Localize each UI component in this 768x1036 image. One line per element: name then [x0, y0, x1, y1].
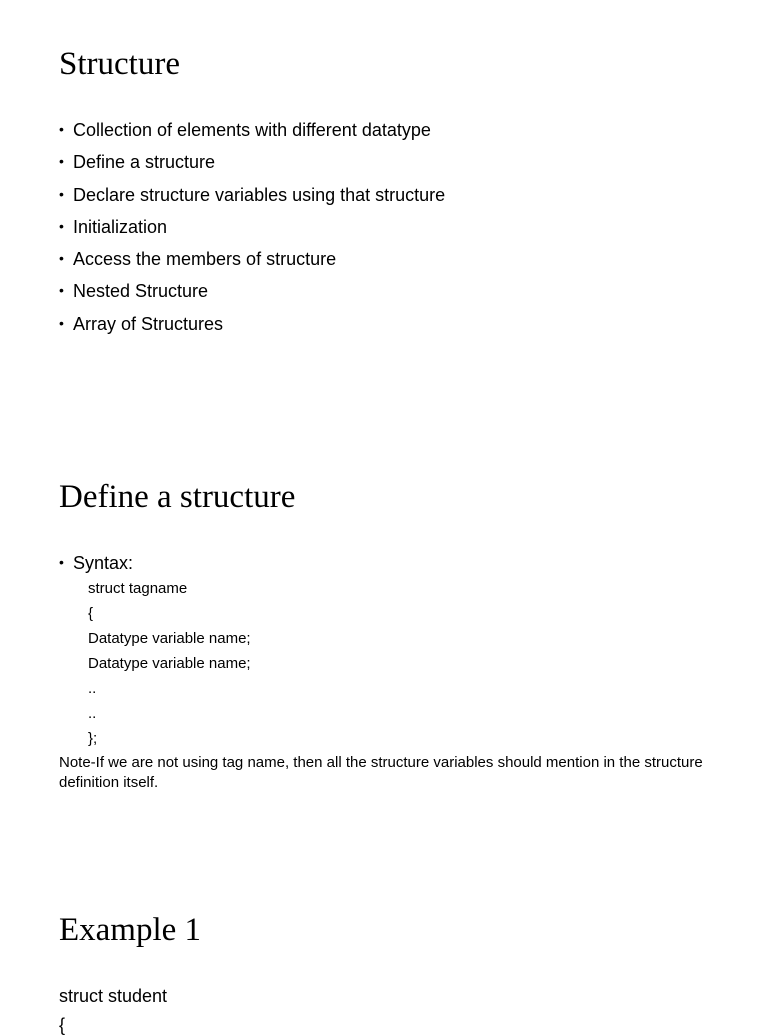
code-line: }; [88, 730, 98, 747]
bullet-icon: • [59, 554, 64, 570]
list-item: • Syntax: [59, 553, 134, 573]
bullet-icon: • [59, 185, 64, 202]
slide-title: Define a structure [59, 479, 296, 515]
note-text: Note-If we are not using tag name, then all the structure variables should mention in the structure definition itself. [59, 754, 703, 791]
list-item: • Declare structure variables using that structure [59, 184, 446, 205]
code-line: .. [88, 705, 97, 722]
list-item: • Collection of elements with different datatype [59, 120, 431, 140]
code-line: Datatype variable name; [88, 655, 251, 672]
bullet-icon: • [59, 250, 64, 267]
bullet-icon: • [59, 282, 64, 299]
code-line: { [59, 1015, 66, 1035]
list-item: • Define a structure [59, 152, 216, 173]
list-item: • Access the members of structure [59, 249, 337, 270]
code-line: Datatype variable name; [88, 630, 251, 647]
list-item: • Array of Structures [59, 313, 224, 334]
list-item: • Nested Structure [59, 281, 209, 302]
bullet-icon: • [59, 217, 64, 234]
code-line: struct tagname [88, 580, 188, 597]
bullet-icon: • [59, 314, 64, 331]
list-item: • Initialization [59, 216, 168, 237]
code-line: { [88, 605, 94, 622]
slide-title: Structure [59, 46, 180, 82]
bullet-icon: • [59, 153, 64, 170]
code-line: .. [88, 680, 97, 697]
bullet-icon: • [59, 121, 64, 137]
code-line: struct student [59, 986, 168, 1006]
slide-title: Example 1 [59, 912, 202, 948]
